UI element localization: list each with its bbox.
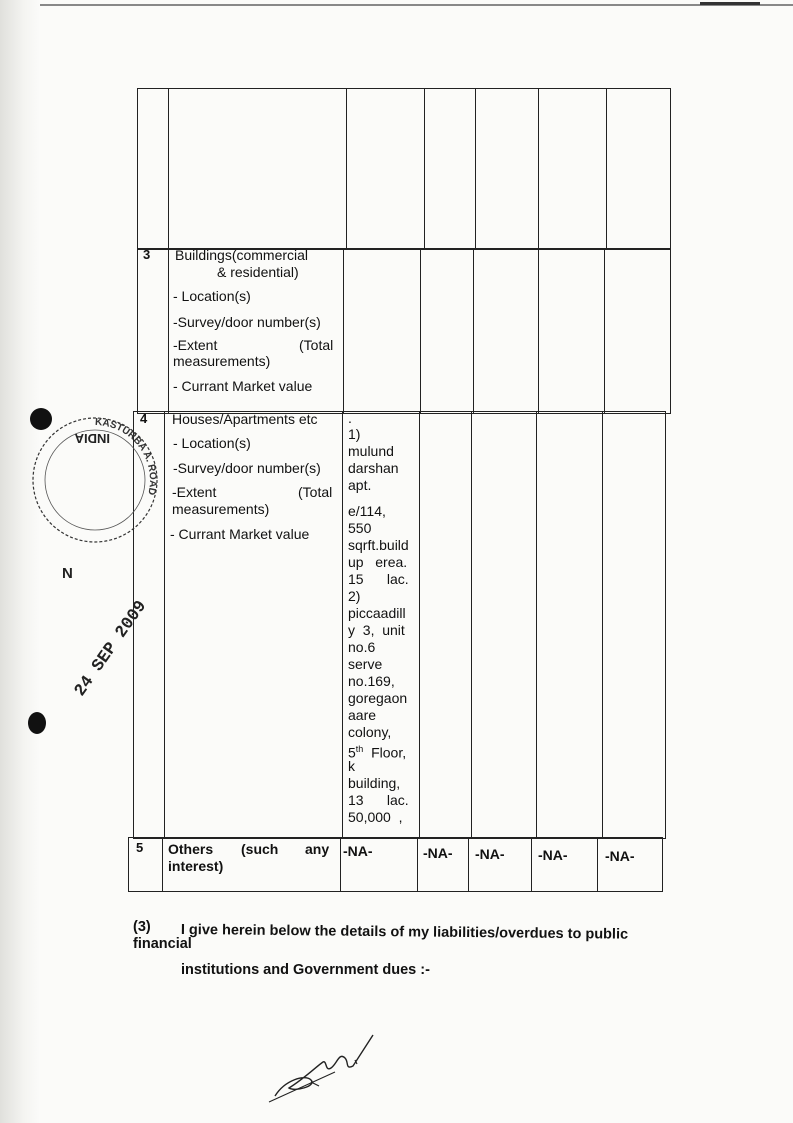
- row-3-label-line: measurements): [173, 353, 271, 369]
- row-3-label-line: Buildings(commercial: [175, 247, 309, 263]
- details-line: piccaadill: [348, 605, 406, 621]
- row-4-label-line: -Extent: [172, 484, 217, 500]
- details-line: up erea.: [348, 554, 408, 570]
- row-5-value: -NA-: [475, 846, 505, 862]
- row-4-label-line: -Survey/door number(s): [173, 460, 321, 476]
- row-3-label-line: -Survey/door number(s): [173, 314, 321, 330]
- details-line: 13 lac.: [348, 792, 409, 808]
- details-line: k: [348, 758, 355, 774]
- row-5-label-word: (such: [241, 841, 279, 857]
- scan-top-mark: [700, 2, 760, 5]
- row-4-sno: 4: [140, 411, 148, 426]
- punch-hole: [30, 408, 52, 430]
- floor-sup: th: [355, 744, 364, 754]
- paragraph-line2: institutions and Government dues :-: [181, 962, 430, 978]
- row-4-label-line: (Total: [298, 484, 333, 500]
- row-4-label-line: - Location(s): [173, 435, 251, 451]
- notary-stamp: [20, 400, 170, 600]
- details-line: building,: [348, 775, 401, 791]
- details-line: 550: [348, 520, 372, 536]
- details-line: darshan: [348, 460, 399, 476]
- details-line: .: [348, 410, 352, 426]
- details-line: y 3, unit: [348, 622, 405, 638]
- row-5-value: -NA-: [538, 847, 568, 863]
- details-line: goregaon: [348, 690, 408, 706]
- paragraph-number: (3): [133, 919, 151, 935]
- details-line: e/114,: [348, 503, 386, 519]
- stamp-text-ring: KASTURBA A. ROAD: [94, 416, 159, 496]
- details-line: no.169,: [348, 673, 395, 689]
- svg-text:N: N: [62, 565, 73, 582]
- details-line: colony,: [348, 724, 392, 740]
- details-line: mulund: [348, 443, 394, 459]
- details-line: sqrft.build: [348, 537, 409, 553]
- row-3-label-line: -Extent: [173, 337, 218, 353]
- details-line: 1): [348, 426, 361, 442]
- details-line: no.6: [348, 639, 376, 655]
- details-line: 15 lac.: [348, 571, 409, 587]
- row-4-label-line: - Currant Market value: [170, 526, 310, 542]
- row-5-label-word: Others: [168, 841, 214, 857]
- row-5-label-word: any: [305, 841, 330, 857]
- scan-top-line: [40, 4, 793, 6]
- details-floor-line: [348, 741, 406, 762]
- signature: [265, 1030, 395, 1110]
- row-5-value: -NA-: [605, 848, 635, 864]
- details-line: apt.: [348, 477, 372, 493]
- row-5-sno: 5: [136, 840, 144, 855]
- date-stamp: 24 SEP 2009: [71, 597, 152, 701]
- row-4-label-line: Houses/Apartments etc: [172, 411, 318, 427]
- paragraph-cont: financial: [133, 936, 192, 952]
- row-3-sno: 3: [143, 247, 151, 262]
- stamp-text-top: INDIA: [74, 431, 110, 446]
- details-line: 50,000 ,: [348, 809, 403, 825]
- row-3-label-line: - Currant Market value: [173, 378, 313, 394]
- row-5-value: -NA-: [343, 843, 373, 859]
- row-4-label-line: measurements): [172, 501, 270, 517]
- punch-hole: [28, 712, 46, 734]
- row-3-label-line: - Location(s): [173, 288, 251, 304]
- row-3-label-line: & residential): [217, 264, 299, 280]
- row-3-label-line: (Total: [299, 337, 334, 353]
- paragraph-text: I give herein below the details of my liabilities/overdues to public: [180, 922, 629, 943]
- details-line: 2): [348, 588, 361, 604]
- floor-number: 5: [348, 744, 356, 761]
- floor-word: Floor,: [371, 744, 407, 761]
- details-line: aare: [348, 707, 377, 723]
- row-5-label-word: interest): [168, 858, 224, 874]
- details-line: serve: [348, 656, 383, 672]
- row-5-value: -NA-: [423, 845, 453, 861]
